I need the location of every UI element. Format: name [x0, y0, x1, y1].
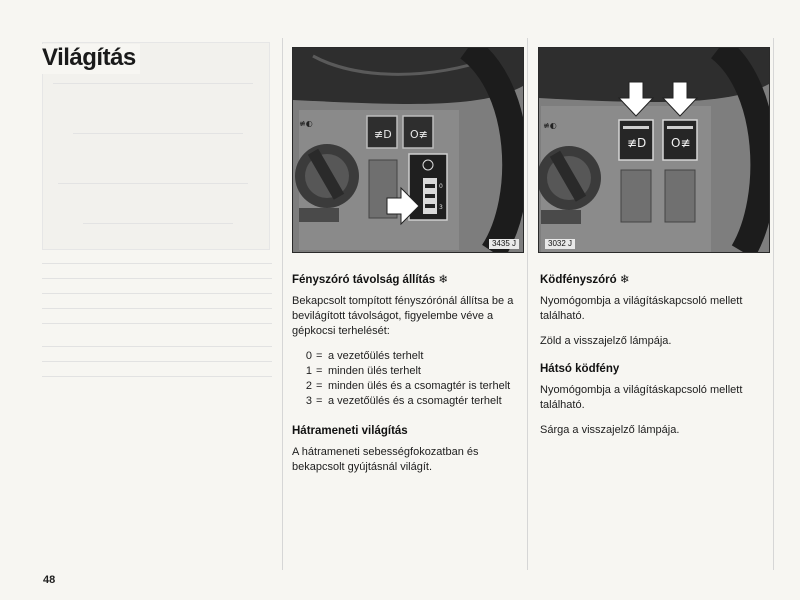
bleed-through-text-left	[42, 255, 272, 395]
range-position-list	[302, 349, 524, 409]
section-heading-rear-fog: Hátsó ködfény	[540, 363, 623, 375]
paragraph-rear-fog-location: Nyomógombja a világításkapcsoló mellett található.	[540, 384, 743, 411]
column-divider-2	[527, 38, 528, 570]
paragraph-fog-indicator: Zöld a visszajelző lámpája.	[540, 335, 672, 347]
section-heading-fog-lights: Ködfényszóró ❄	[540, 272, 634, 286]
paragraph-rear-fog-indicator: Sárga a visszajelző lámpája.	[540, 424, 680, 436]
headlamp-range-photo	[293, 48, 523, 252]
figure-fog-lights	[538, 47, 770, 253]
page-title: Világítás	[40, 44, 140, 74]
svg-text:O≢: O≢	[671, 136, 691, 150]
column-middle	[292, 270, 524, 485]
page-number: 48	[43, 574, 56, 586]
figure-code: 3435 J	[489, 239, 519, 249]
svg-text:≢◐: ≢◐	[543, 121, 557, 130]
svg-text:≢◐: ≢◐	[299, 119, 313, 128]
paragraph-headlamp-range: Bekapcsolt tompított fényszórónál állítsa be a bevilágított távolságot, figyelembe véve a gépkocsi terhelését:	[292, 295, 514, 337]
range-item-0: 0 = a vezetőülés terhelt	[305, 350, 424, 362]
svg-text:≢D: ≢D	[627, 136, 647, 150]
column-divider-1	[282, 38, 283, 570]
paragraph-reverse-light: A hátrameneti sebességfokozatban és bekapcsolt gyújtásnál világít.	[292, 446, 479, 473]
fog-lights-photo	[539, 48, 769, 252]
svg-text:3: 3	[439, 204, 443, 211]
svg-text:≢D: ≢D	[374, 128, 392, 141]
range-item-2: 2 = minden ülés és a csomagtér is terhelt	[305, 380, 511, 392]
range-item-3: 3 = a vezetőülés és a csomagtér terhelt	[305, 395, 502, 407]
section-heading-reverse-light: Hátrameneti világítás	[292, 425, 412, 437]
svg-text:O≢: O≢	[410, 128, 428, 141]
section-heading-headlamp-range: Fényszóró távolság állítás ❄	[292, 272, 452, 286]
figure-code: 3032 J	[545, 239, 575, 249]
paragraph-fog-location: Nyomógombja a világításkapcsoló mellett található.	[540, 295, 743, 322]
figure-headlamp-range	[292, 47, 524, 253]
svg-text:0: 0	[439, 183, 443, 190]
range-item-1: 1 = minden ülés terhelt	[305, 365, 421, 377]
column-right	[540, 270, 772, 448]
column-divider-3	[773, 38, 774, 570]
